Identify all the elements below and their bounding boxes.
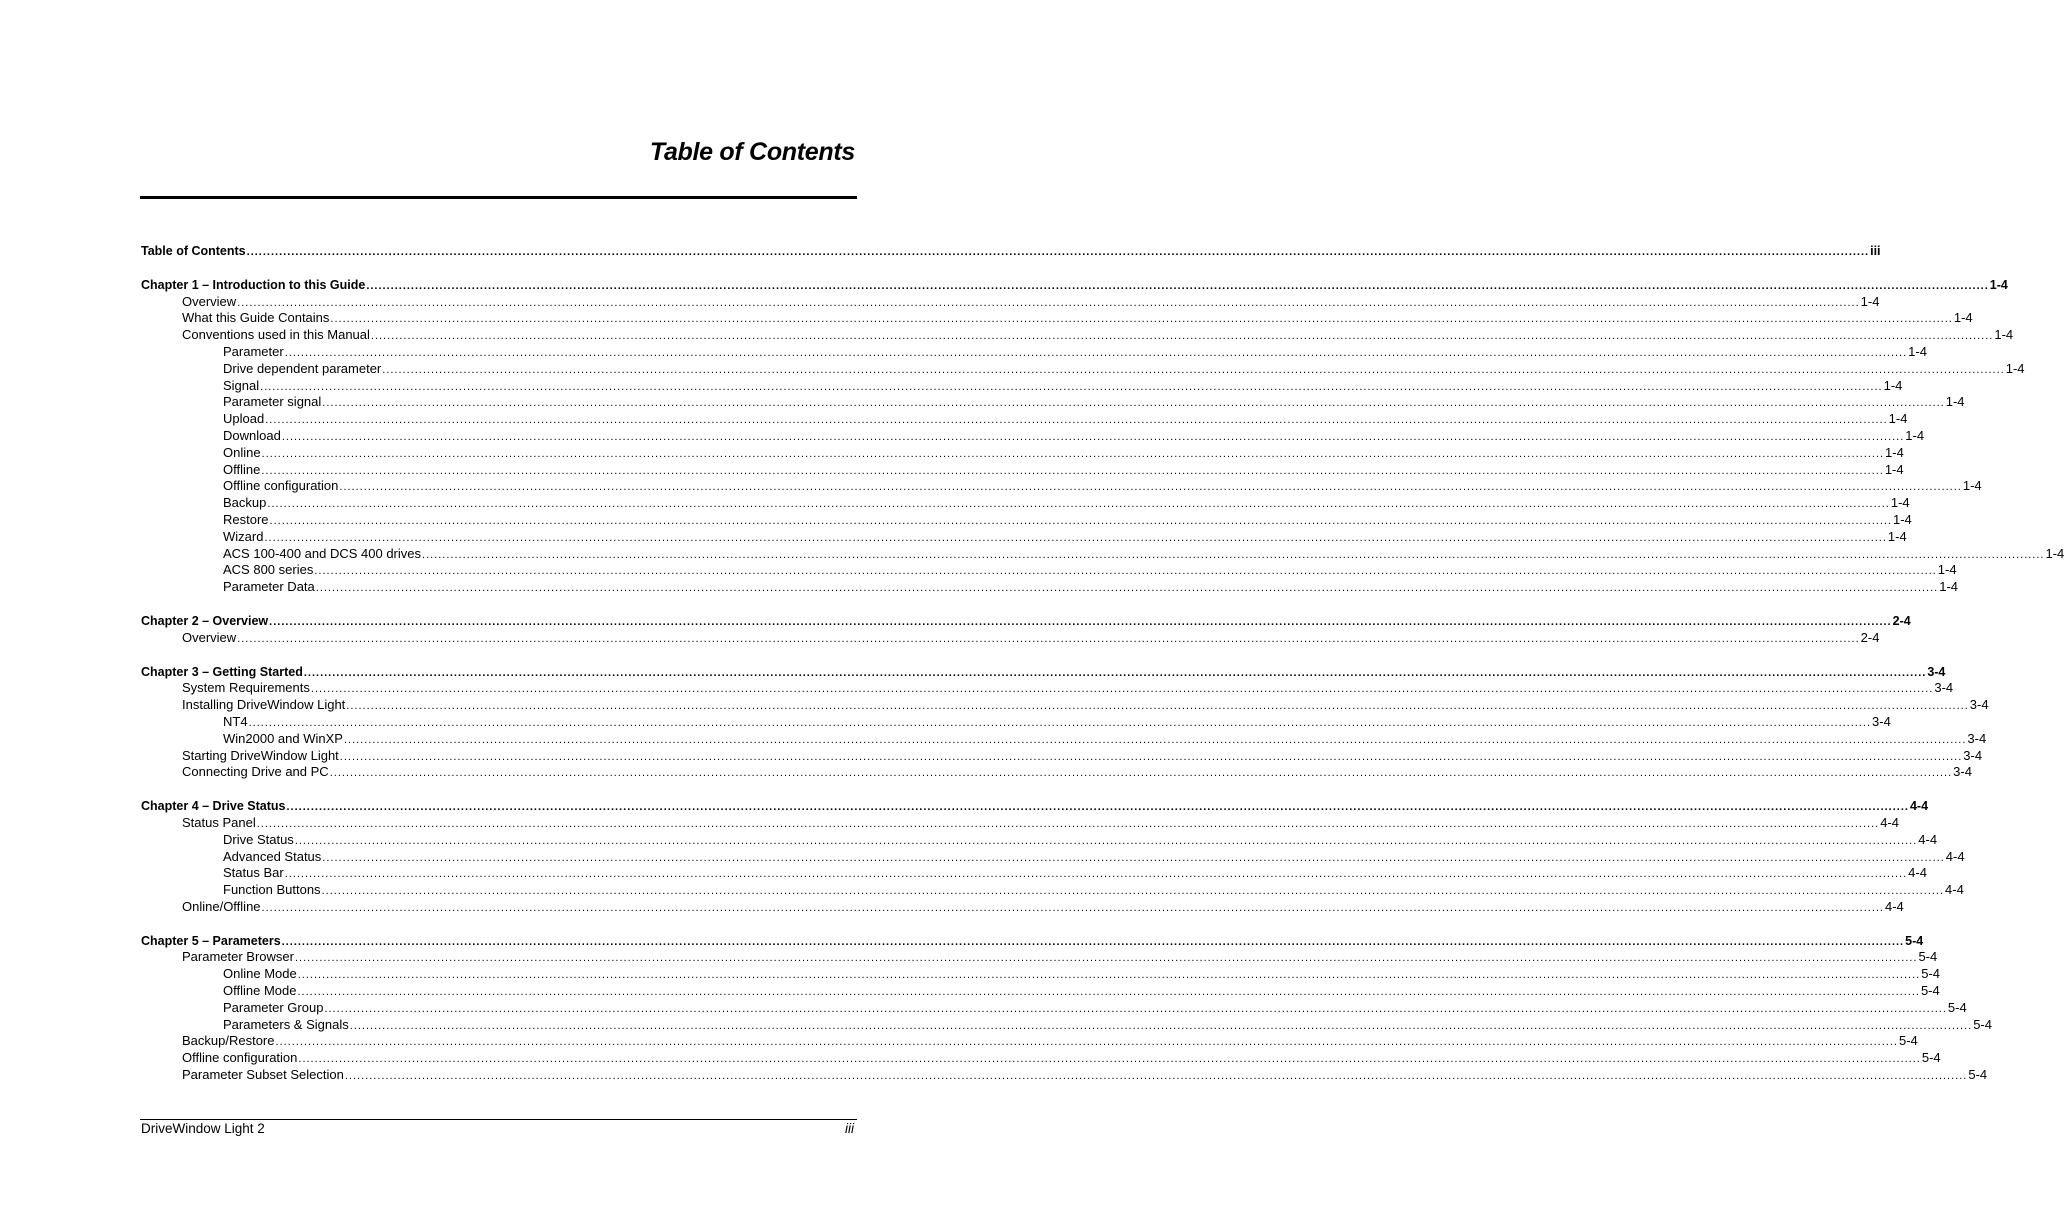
toc-entry-page: 3-4 <box>1953 764 1972 780</box>
toc-section-entry[interactable] <box>141 983 1940 1000</box>
toc-entry-label: Parameter Data <box>223 579 315 595</box>
toc-leader-dots: ................................................................................................................................................................................................................................................................................................................................................................................................................ <box>382 363 2005 376</box>
toc-entry-page: 5-4 <box>1898 1033 1918 1049</box>
toc-leader-dots: ................................................................................................................................................................................................................................................................................................................................................................................................................ <box>248 716 1872 729</box>
toc-section-entry[interactable] <box>141 1050 1941 1067</box>
toc-entry-page: 1-4 <box>1945 394 1965 410</box>
toc-entry-page: 3-4 <box>1872 713 1891 729</box>
toc-leader-dots: ................................................................................................................................................................................................................................................................................................................................................................................................................ <box>314 565 1937 578</box>
toc-leader-dots: ................................................................................................................................................................................................................................................................................................................................................................................................................ <box>322 851 1945 864</box>
toc-section-entry[interactable] <box>141 394 1965 411</box>
toc-entry-page: 4-4 <box>1909 799 1929 814</box>
toc-leader-dots: ................................................................................................................................................................................................................................................................................................................................................................................................................ <box>370 330 1994 343</box>
toc-entry-page: 4-4 <box>1908 865 1927 881</box>
toc-section-entry[interactable] <box>141 293 1880 311</box>
toc-section-entry[interactable] <box>141 730 1987 748</box>
toc-entry-page: 4-4 <box>1945 882 1964 898</box>
toc-chapter-entry[interactable] <box>141 243 1881 260</box>
toc-entry-page: 2-4 <box>1860 629 1880 645</box>
toc-section-entry[interactable] <box>141 343 1927 361</box>
toc-entry-label: Starting DriveWindow Light <box>182 747 339 763</box>
toc-entry-label: Function Buttons <box>223 882 321 898</box>
toc-leader-dots: ................................................................................................................................................................................................................................................................................................................................................................................................................ <box>294 834 1918 847</box>
toc-entry-page: 1-4 <box>2005 360 2025 376</box>
toc-entry-label: Restore <box>223 511 269 527</box>
toc-entry-label: Drive dependent parameter <box>223 360 382 376</box>
toc-section-entry[interactable] <box>141 629 1880 647</box>
toc-entry-label: Chapter 1 – Introduction to this Guide <box>141 277 366 292</box>
toc-entry-page: 1-4 <box>1893 511 1912 527</box>
toc-entry-page: 3-4 <box>1969 697 1989 713</box>
toc-entry-page: 1-4 <box>1939 579 1959 595</box>
toc-section-entry[interactable] <box>141 882 1964 899</box>
toc-entry-label: Chapter 5 – Parameters <box>141 933 281 948</box>
toc-leader-dots: ................................................................................................................................................................................................................................................................................................................................................................................................................ <box>261 464 1884 477</box>
toc-entry-label: Chapter 4 – Drive Status <box>141 799 286 814</box>
toc-entry-label: Status Panel <box>182 814 256 830</box>
toc-leader-dots: ................................................................................................................................................................................................................................................................................................................................................................................................................ <box>237 632 1860 645</box>
toc-entry-label: Backup/Restore <box>182 1033 275 1049</box>
toc-entry-label: Parameter <box>223 343 284 359</box>
toc-entry-page: 5-4 <box>1920 983 1940 999</box>
toc-leader-dots: ................................................................................................................................................................................................................................................................................................................................................................................................................ <box>261 901 1884 914</box>
toc-leader-dots: ................................................................................................................................................................................................................................................................................................................................................................................................................ <box>264 531 1887 544</box>
toc-entry-label: Overview <box>182 293 237 309</box>
toc-entry-label: NT4 <box>223 713 248 729</box>
toc-entry-label: Download <box>223 427 281 443</box>
toc-section-entry[interactable] <box>141 511 1912 529</box>
toc-leader-dots: ................................................................................................................................................................................................................................................................................................................................................................................................................ <box>339 750 1963 763</box>
toc-entry-label: What this Guide Contains <box>182 310 330 326</box>
toc-entry-page: 4-4 <box>1918 831 1938 847</box>
toc-entry-label: Offline configuration <box>223 478 339 494</box>
toc-leader-dots: ................................................................................................................................................................................................................................................................................................................................................................................................................ <box>298 1053 1921 1066</box>
toc-entry-page: 1-4 <box>1953 310 1973 326</box>
toc-section-entry[interactable] <box>141 999 1967 1017</box>
toc-entry-page: 1-4 <box>1890 495 1910 511</box>
toc-section-entry[interactable] <box>141 848 1965 866</box>
toc-entry-page: 3-4 <box>1963 747 1983 763</box>
toc-leader-dots: ................................................................................................................................................................................................................................................................................................................................................................................................................ <box>269 615 1892 628</box>
toc-leader-dots: ................................................................................................................................................................................................................................................................................................................................................................................................................ <box>281 430 1905 443</box>
toc-section-entry[interactable] <box>141 444 1904 462</box>
toc-entry-label: Online/Offline <box>182 898 261 914</box>
toc-entry-page: 4-4 <box>1945 848 1965 864</box>
toc-leader-dots: ................................................................................................................................................................................................................................................................................................................................................................................................................ <box>330 313 1953 326</box>
toc-chapter-entry[interactable] <box>141 277 2008 294</box>
toc-leader-dots: ................................................................................................................................................................................................................................................................................................................................................................................................................ <box>422 548 2045 561</box>
title-divider <box>140 196 857 199</box>
toc-entry-label: Parameter Browser <box>182 949 294 965</box>
toc-entry-label: Drive Status <box>223 831 294 847</box>
toc-chapter-entry[interactable] <box>141 613 1911 630</box>
toc-chapter-entry[interactable] <box>141 798 1929 815</box>
toc-entry-page: 5-4 <box>1921 966 1940 982</box>
toc-entry-page: 1-4 <box>1905 427 1925 443</box>
toc-entry-label: Parameter Subset Selection <box>182 1067 344 1083</box>
footer-document-title: DriveWindow Light 2 <box>141 1121 265 1136</box>
toc-section-entry[interactable] <box>141 764 1972 781</box>
toc-section-entry[interactable] <box>141 898 1904 916</box>
toc-section-entry[interactable] <box>141 478 1982 495</box>
toc-leader-dots: ................................................................................................................................................................................................................................................................................................................................................................................................................ <box>265 414 1888 427</box>
toc-entry-label: Win2000 and WinXP <box>223 730 343 746</box>
toc-leader-dots: ................................................................................................................................................................................................................................................................................................................................................................................................................ <box>286 801 1909 814</box>
toc-section-entry[interactable] <box>141 528 1907 546</box>
toc-section-entry[interactable] <box>141 360 2025 378</box>
toc-section-entry[interactable] <box>141 831 1938 849</box>
toc-entry-page: 1-4 <box>1888 411 1908 427</box>
toc-leader-dots: ................................................................................................................................................................................................................................................................................................................................................................................................................ <box>315 582 1939 595</box>
toc-leader-dots: ................................................................................................................................................................................................................................................................................................................................................................................................................ <box>237 296 1860 309</box>
toc-leader-dots: ................................................................................................................................................................................................................................................................................................................................................................................................................ <box>275 1036 1898 1049</box>
toc-leader-dots: ................................................................................................................................................................................................................................................................................................................................................................................................................ <box>260 380 1883 393</box>
toc-entry-page: 1-4 <box>1883 377 1903 393</box>
toc-entry-page: iii <box>1870 244 1881 258</box>
toc-section-entry[interactable] <box>141 697 1989 714</box>
toc-section-entry[interactable] <box>141 545 2064 563</box>
toc-section-entry[interactable] <box>141 814 1899 832</box>
toc-entry-page: 1-4 <box>1908 343 1927 359</box>
toc-leader-dots: ................................................................................................................................................................................................................................................................................................................................................................................................................ <box>343 733 1967 746</box>
toc-section-entry[interactable] <box>141 327 2014 344</box>
toc-leader-dots: ................................................................................................................................................................................................................................................................................................................................................................................................................ <box>321 885 1945 898</box>
toc-entry-page: 1-4 <box>1860 293 1880 309</box>
toc-leader-dots: ................................................................................................................................................................................................................................................................................................................................................................................................................ <box>294 952 1918 965</box>
toc-entry-label: Offline <box>223 461 261 477</box>
toc-entry-label: Conventions used in this Manual <box>182 327 370 343</box>
toc-entry-page: 1-4 <box>1989 277 2008 292</box>
toc-leader-dots: ................................................................................................................................................................................................................................................................................................................................................................................................................ <box>297 986 1920 999</box>
toc-section-entry[interactable] <box>141 865 1927 882</box>
toc-section-entry[interactable] <box>141 966 1940 983</box>
toc-entry-page: 1-4 <box>1937 562 1957 578</box>
toc-entry-page: 1-4 <box>1885 444 1904 460</box>
toc-entry-page: 5-4 <box>1947 999 1967 1015</box>
toc-section-entry[interactable] <box>141 495 1910 512</box>
toc-leader-dots: ................................................................................................................................................................................................................................................................................................................................................................................................................ <box>284 346 1908 359</box>
toc-section-entry[interactable] <box>141 579 1959 596</box>
toc-entry-page: 5-4 <box>1921 1050 1941 1066</box>
toc-entry-label: Chapter 2 – Overview <box>141 613 269 628</box>
toc-entry-page: 5-4 <box>1968 1067 1988 1083</box>
toc-section-entry[interactable] <box>141 713 1891 731</box>
toc-entry-page: 1-4 <box>1884 461 1904 477</box>
toc-leader-dots: ................................................................................................................................................................................................................................................................................................................................................................................................................ <box>322 397 1945 410</box>
toc-entry-label: Parameters & Signals <box>223 1016 349 1032</box>
toc-section-entry[interactable] <box>141 747 1983 765</box>
toc-leader-dots: ................................................................................................................................................................................................................................................................................................................................................................................................................ <box>349 1019 1973 1032</box>
toc-entry-page: 2-4 <box>1892 613 1911 628</box>
toc-leader-dots: ................................................................................................................................................................................................................................................................................................................................................................................................................ <box>267 498 1890 511</box>
toc-entry-label: ACS 100-400 and DCS 400 drives <box>223 545 422 561</box>
toc-leader-dots: ................................................................................................................................................................................................................................................................................................................................................................................................................ <box>324 1002 1947 1015</box>
toc-entry-label: Online Mode <box>223 966 297 982</box>
toc-entry-page: 5-4 <box>1973 1016 1992 1032</box>
toc-leader-dots: ................................................................................................................................................................................................................................................................................................................................................................................................................ <box>346 700 1969 713</box>
toc-entry-page: 1-4 <box>1994 327 2014 343</box>
toc-section-entry[interactable] <box>141 680 1954 697</box>
toc-entry-page: 1-4 <box>1887 528 1907 544</box>
toc-section-entry[interactable] <box>141 461 1904 479</box>
toc-section-entry[interactable] <box>141 1067 1988 1084</box>
toc-section-entry[interactable] <box>141 1033 1918 1050</box>
toc-leader-dots: ................................................................................................................................................................................................................................................................................................................................................................................................................ <box>344 1070 1968 1083</box>
toc-entry-page: 5-4 <box>1918 949 1938 965</box>
toc-entry-label: Chapter 3 – Getting Started <box>141 664 303 679</box>
footer-page-number: iii <box>845 1121 854 1136</box>
toc-section-entry[interactable] <box>141 377 1903 395</box>
toc-chapter-entry[interactable] <box>141 664 1946 681</box>
toc-entry-label: Signal <box>223 377 260 393</box>
toc-leader-dots: ................................................................................................................................................................................................................................................................................................................................................................................................................ <box>256 817 1880 830</box>
toc-chapter-entry[interactable] <box>141 933 1924 950</box>
table-of-contents <box>141 243 2064 1084</box>
toc-entry-label: Status Bar <box>223 865 284 881</box>
toc-section-entry[interactable] <box>141 562 1957 579</box>
toc-section-entry[interactable] <box>141 427 1925 445</box>
toc-entry-page: 4-4 <box>1885 898 1904 914</box>
toc-leader-dots: ................................................................................................................................................................................................................................................................................................................................................................................................................ <box>339 481 1962 494</box>
toc-leader-dots: ................................................................................................................................................................................................................................................................................................................................................................................................................ <box>261 447 1885 460</box>
toc-leader-dots: ................................................................................................................................................................................................................................................................................................................................................................................................................ <box>310 683 1934 696</box>
toc-leader-dots: ................................................................................................................................................................................................................................................................................................................................................................................................................ <box>297 969 1921 982</box>
toc-entry-label: Advanced Status <box>223 848 322 864</box>
toc-leader-dots: ................................................................................................................................................................................................................................................................................................................................................................................................................ <box>281 935 1905 948</box>
toc-entry-label: ACS 800 series <box>223 562 314 578</box>
toc-entry-page: 3-4 <box>1934 680 1954 696</box>
footer-divider <box>140 1119 857 1120</box>
toc-entry-label: Offline configuration <box>182 1050 298 1066</box>
toc-entry-label: Installing DriveWindow Light <box>182 697 346 713</box>
toc-entry-label: Parameter Group <box>223 999 324 1015</box>
toc-section-entry[interactable] <box>141 1016 1992 1034</box>
toc-entry-label: Online <box>223 444 261 460</box>
toc-leader-dots: ................................................................................................................................................................................................................................................................................................................................................................................................................ <box>284 868 1908 881</box>
toc-section-entry[interactable] <box>141 411 1908 428</box>
toc-entry-page: 1-4 <box>1962 478 1982 494</box>
toc-leader-dots: ................................................................................................................................................................................................................................................................................................................................................................................................................ <box>269 514 1892 527</box>
toc-leader-dots: ................................................................................................................................................................................................................................................................................................................................................................................................................ <box>329 767 1953 780</box>
toc-entry-page: 3-4 <box>1927 664 1946 679</box>
toc-entry-page: 4-4 <box>1880 814 1899 830</box>
toc-leader-dots: ................................................................................................................................................................................................................................................................................................................................................................................................................ <box>246 246 1870 258</box>
toc-entry-label: Table of Contents <box>141 244 246 258</box>
toc-leader-dots: ................................................................................................................................................................................................................................................................................................................................................................................................................ <box>303 666 1927 679</box>
toc-entry-page: 3-4 <box>1967 730 1987 746</box>
page-title: Table of Contents <box>649 138 855 166</box>
toc-section-entry[interactable] <box>141 949 1938 966</box>
toc-entry-label: Overview <box>182 629 237 645</box>
toc-entry-label: Connecting Drive and PC <box>182 764 329 780</box>
toc-entry-label: Parameter signal <box>223 394 322 410</box>
toc-leader-dots: ................................................................................................................................................................................................................................................................................................................................................................................................................ <box>366 279 1989 292</box>
toc-entry-label: Upload <box>223 411 265 427</box>
toc-entry-label: System Requirements <box>182 680 310 696</box>
toc-section-entry[interactable] <box>141 310 1973 327</box>
toc-entry-label: Offline Mode <box>223 983 297 999</box>
toc-entry-label: Wizard <box>223 528 264 544</box>
toc-entry-page: 5-4 <box>1905 933 1924 948</box>
toc-entry-page: 1-4 <box>2045 545 2064 561</box>
toc-entry-label: Backup <box>223 495 267 511</box>
